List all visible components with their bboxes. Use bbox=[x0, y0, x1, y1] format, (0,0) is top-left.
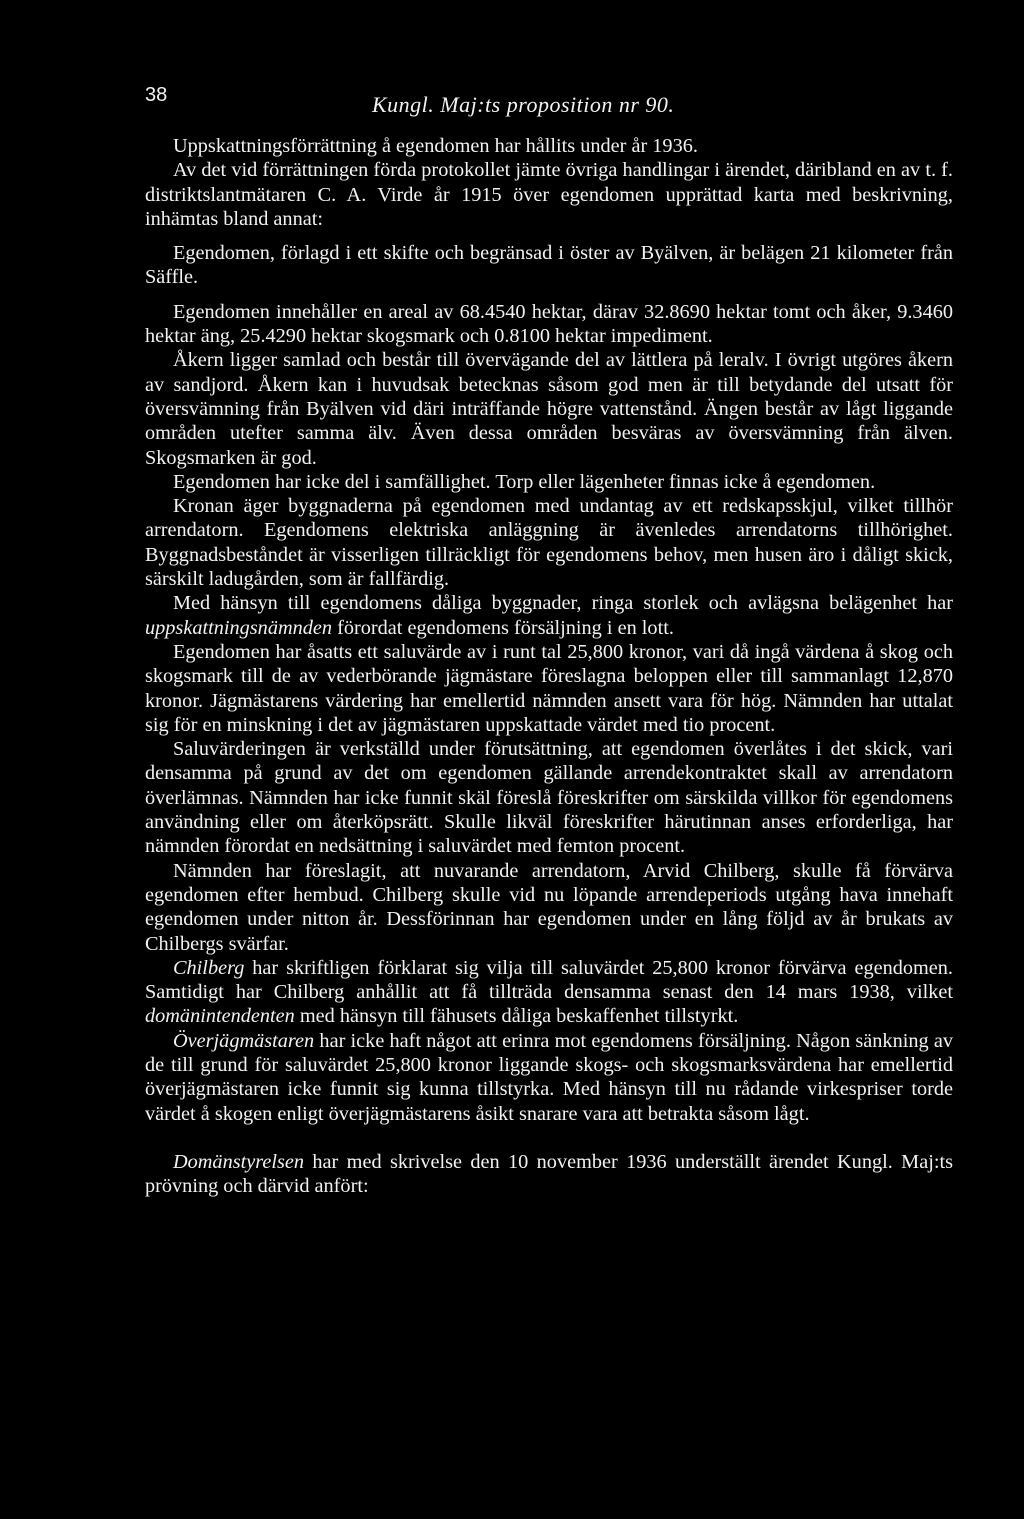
paragraph-7: Kronan äger byggnaderna på egendomen med undantag av ett redskapsskjul, vilket tillhör arrendatorn. Egendomens elektriska anläggning är ävenledes arrendatorns tillhörighet. Byggnadsbeståndet är visserligen tillräckligt för egendomens behov, men husen äro i dåligt skick, särskilt ladugården, som är fallfärdig. bbox=[145, 495, 953, 591]
paragraph-8 bbox=[145, 591, 953, 640]
paragraph-12-text-b: med hänsyn till fähusets dåliga beskaffenhet tillstyrkt. bbox=[294, 1005, 739, 1028]
paragraph-5: Åkern ligger samlad och består till övervägande del av lättlera på leralv. I övrigt utgöres åkern av sandjord. Åkern kan i huvudsak betecknas såsom god men är till betydande del utsatt för översvämning från Byälven vid däri inträffande högre vattenstånd. Ängen består av lågt liggande områden utefter samma älv. Även dessa områden besväras av översvämning från älven. Skogsmarken är god. bbox=[145, 349, 953, 469]
paragraph-9: Egendomen har åsatts ett saluvärde av i runt tal 25,800 kronor, vari då ingå värdena å skog och skogsmark till de av vederbörande jägmästare föreslagna beloppen eller till sammanlagt 12,870 kronor. Jägmästarens värdering har emellertid nämnden ansett vara för hög. Nämnden har uttalat sig för en minskning i det av jägmästaren uppskattade värdet med tio procent. bbox=[145, 640, 953, 736]
paragraph-8-text-a: Med hänsyn till egendomens dåliga byggnader, ringa storlek och avlägsna belägenhet har bbox=[173, 592, 953, 615]
paragraph-12 bbox=[145, 956, 953, 1029]
paragraph-1: Uppskattningsförrättning å egendomen har hållits under år 1936. bbox=[173, 135, 698, 157]
paragraph-12-emphasis-b: domänintendenten bbox=[145, 1005, 295, 1028]
paragraph-3: Egendomen, förlagd i ett skifte och begränsad i öster av Byälven, är belägen 21 kilometer från Säffle. bbox=[145, 242, 953, 289]
page-header bbox=[145, 84, 945, 118]
paragraph-8-text-b: förordat egendomens försäljning i en lott. bbox=[332, 616, 674, 639]
paragraph-12-text-a: har skriftligen förklarat sig vilja till saluvärdet 25,800 kronor förvärva egendomen. Samtidigt har Chilberg anhållit att få tillträda densamma senast den 14 mars 1938, vilket bbox=[145, 956, 953, 1004]
paragraph-13-text: har icke haft något att erinra mot egendomens försäljning. Någon sänkning av de till grund för saluvärdet 25,800 kronor liggande skogs- och skogsmarksvärdena har emellertid överjägmästaren icke funnit sig kunna tillstyrka. Med hänsyn till nu rådande virkespriser torde värdet å skogen enligt överjägmästarens åsikt snarare vara att betrakta såsom lågt. bbox=[145, 1029, 953, 1125]
running-title: Kungl. Maj:ts proposition nr 90. bbox=[372, 92, 675, 117]
paragraph-6: Egendomen har icke del i samfällighet. Torp eller lägenheter finnas icke å egendomen. bbox=[173, 470, 876, 493]
paragraph-12-emphasis-a: Chilberg bbox=[173, 956, 245, 979]
paragraph-10: Saluvärderingen är verkställd under förutsättning, att egendomen överlåtes i det skick, vari densamma på grund av det om egendomen gällande arrendekontraktet skall av arrendatorn överlämnas. Nämnden har icke funnit skäl föreslå föreskrifter om särskilda villkor för egendomens användning eller om återköpsrätt. Skulle likväl föreskrifter härutinnan anses erforderliga, har nämnden förordat en nedsättning i saluvärdet med femton procent. bbox=[145, 738, 953, 858]
paragraph-8-emphasis: uppskattningsnämnden bbox=[145, 616, 333, 639]
paragraph-11: Nämnden har föreslagit, att nuvarande arrendatorn, Arvid Chilberg, skulle få förvärva egendomen efter hembud. Chilberg skulle vid nu löpande arrendeperiods utgång hava innehaft egendomen under nitton år. Dessförinnan har egendomen under en lång följd av år brukats av Chilbergs svärfar. bbox=[145, 859, 953, 955]
paragraph-2: Av det vid förrättningen förda protokollet jämte övriga handlingar i ärendet, däribland en av t. f. distriktslantmätaren C. A. Virde år 1915 över egendomen upprättad karta med beskrivning, inhämtas bland annat: bbox=[145, 159, 953, 230]
paragraph-14-text: har med skrivelse den 10 november 1936 underställt ärendet Kungl. Maj:ts prövning och därvid anfört: bbox=[145, 1150, 953, 1198]
paragraph-4: Egendomen innehåller en areal av 68.4540 hektar, därav 32.8690 hektar tomt och åker, 9.3460 hektar äng, 25.4290 hektar skogsmark och 0.8100 hektar impediment. bbox=[145, 300, 953, 348]
paragraph-14-emphasis: Domänstyrelsen bbox=[173, 1150, 305, 1173]
page-number: 38 bbox=[145, 84, 168, 106]
paragraph-13 bbox=[145, 1029, 953, 1126]
body-text bbox=[145, 134, 953, 1198]
paragraph-14 bbox=[145, 1150, 953, 1199]
paragraph-13-emphasis: Överjägmästaren bbox=[173, 1029, 315, 1052]
